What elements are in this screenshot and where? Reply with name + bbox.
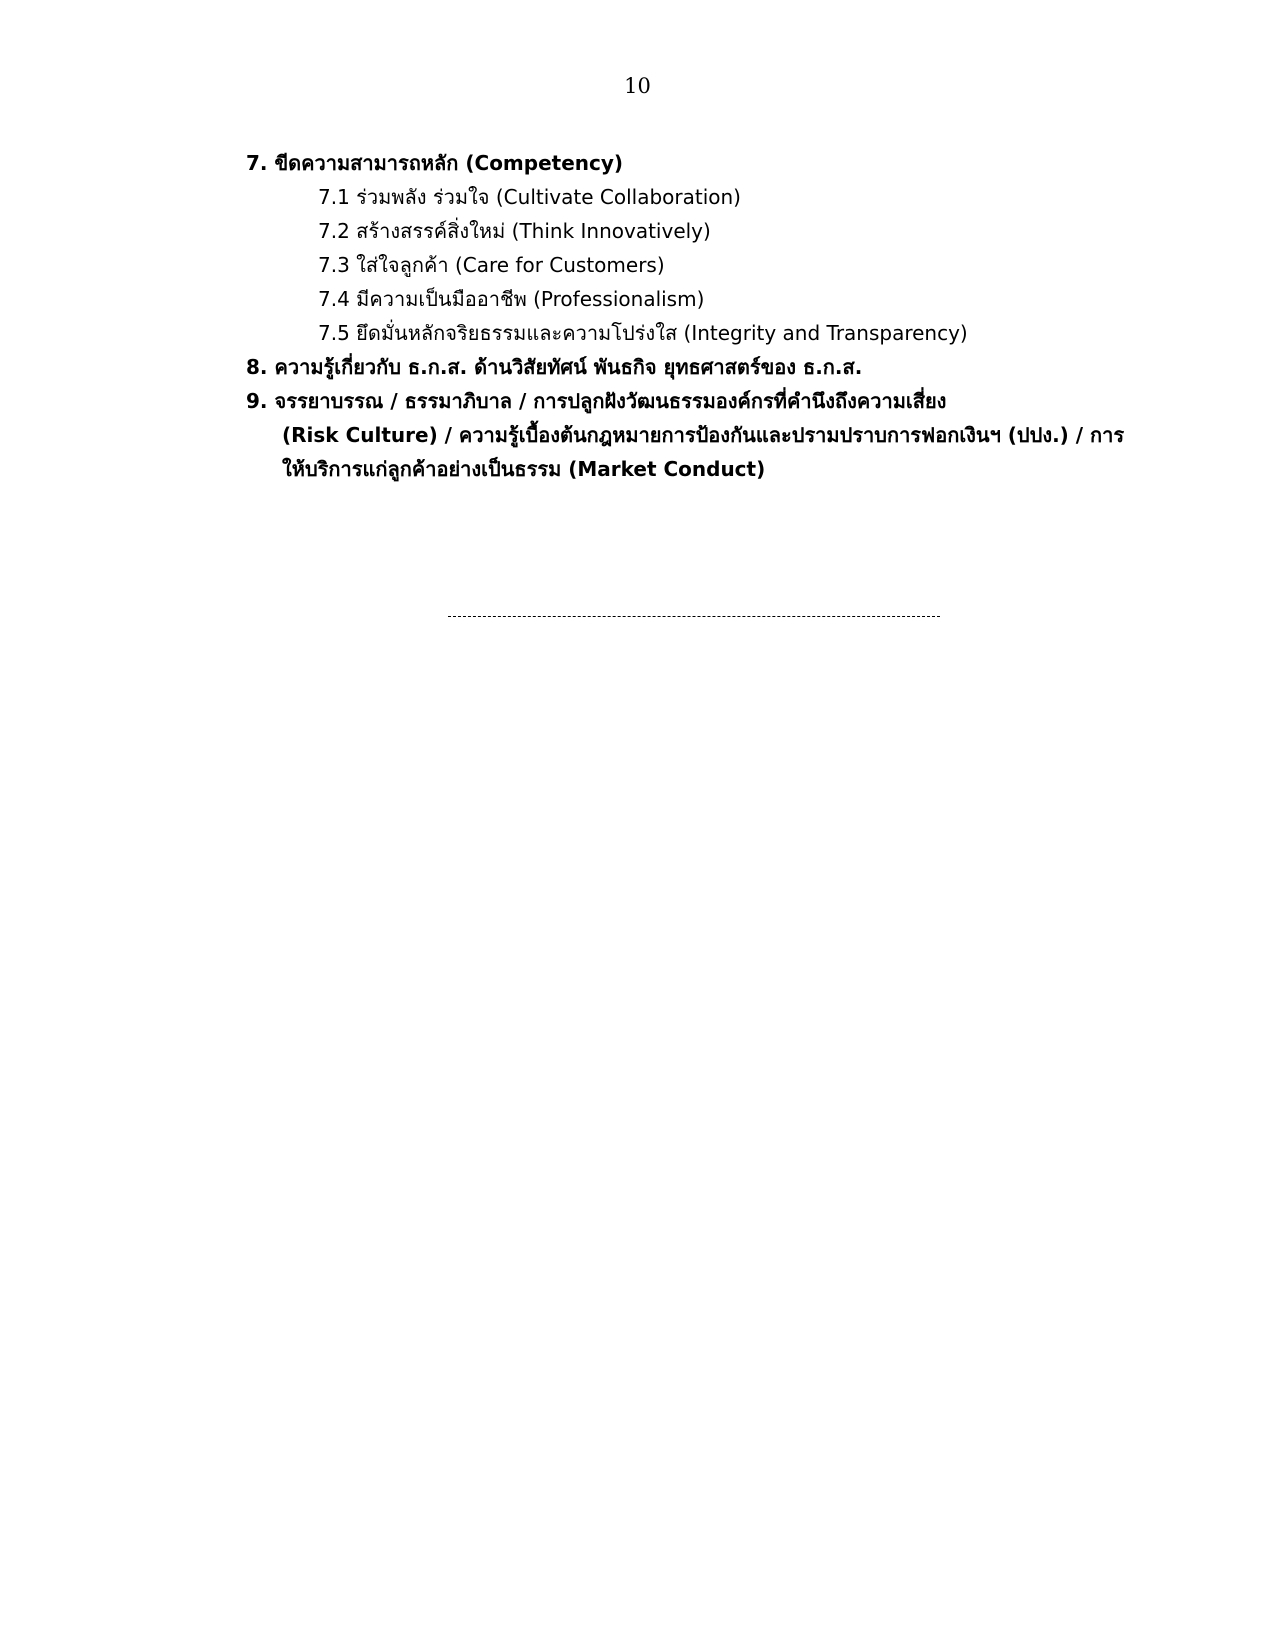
section-8-heading: 8. ความรู้เกี่ยวกับ ธ.ก.ส. ด้านวิสัยทัศน์ พันธกิจ ยุทธศาสตร์ของ ธ.ก.ส.: [246, 355, 863, 379]
section-7-item-3: 7.3 ใส่ใจลูกค้า (Care for Customers): [318, 253, 665, 277]
section-9-line-3: ให้บริการแก่ลูกค้าอย่างเป็นธรรม (Market Conduct): [282, 457, 766, 481]
end-of-content-dashed-rule: [448, 616, 940, 617]
section-7-item-1: 7.1 ร่วมพลัง ร่วมใจ (Cultivate Collaboration): [318, 185, 741, 209]
section-7-item-5: 7.5 ยึดมั่นหลักจริยธรรมและความโปร่งใส (Integrity and Transparency): [318, 321, 968, 345]
section-7-item-2: 7.2 สร้างสรรค์สิ่งใหม่ (Think Innovatively): [318, 219, 711, 243]
section-7-item-4: 7.4 มีความเป็นมืออาชีพ (Professionalism): [318, 287, 705, 311]
section-7-heading: 7. ขีดความสามารถหลัก (Competency): [246, 151, 624, 175]
section-9-line-2: (Risk Culture) / ความรู้เบื้องต้นกฎหมายการป้องกันและปรามปราบการฟอกเงินฯ (ปปง.) / การ: [282, 423, 1125, 447]
page-number: 10: [624, 74, 651, 98]
section-9-line-1: 9. จรรยาบรรณ / ธรรมาภิบาล / การปลูกฝังวัฒนธรรมองค์กรที่คำนึงถึงความเสี่ยง: [246, 389, 947, 413]
